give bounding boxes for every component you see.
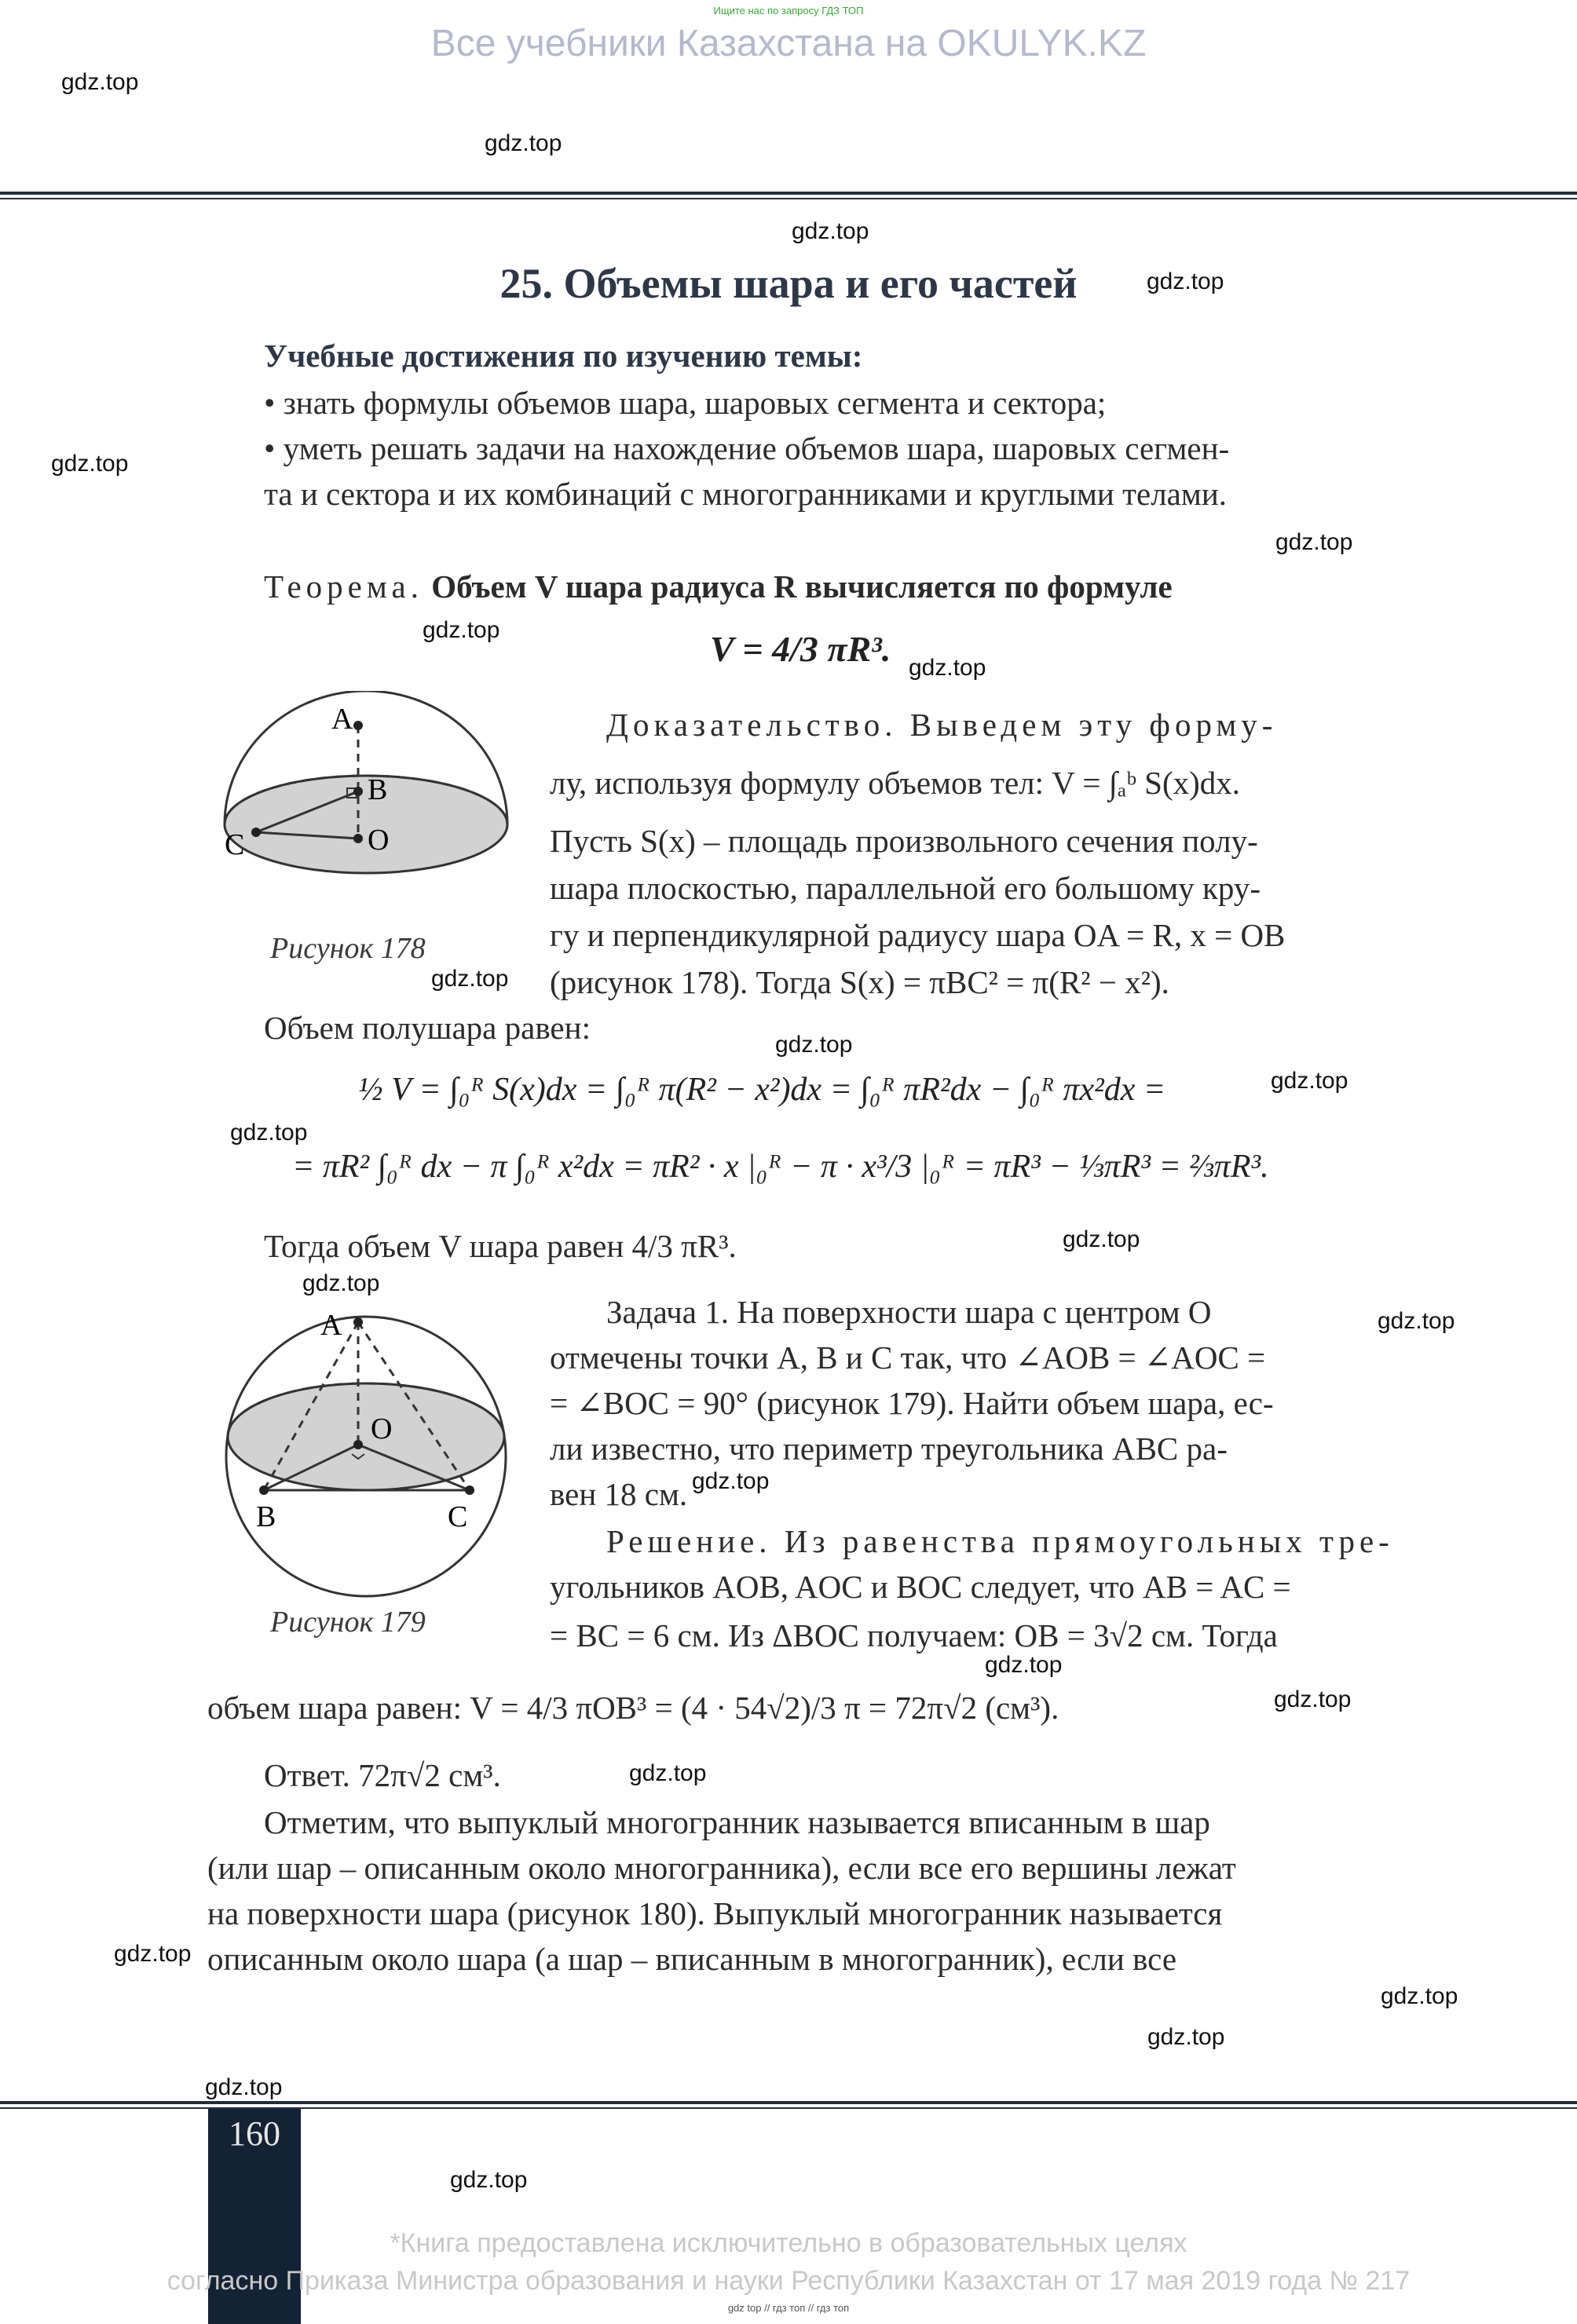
watermark: gdz.top	[909, 655, 986, 681]
fig178-label: A	[331, 703, 353, 736]
task-line: вен 18 см.	[550, 1476, 688, 1512]
watermark: gdz.top	[1147, 269, 1224, 294]
watermark: gdz.top	[450, 2167, 528, 2193]
figure-178-hemisphere	[217, 691, 515, 926]
proof-line: гу и перпендикулярной радиусу шара OA = R, x = OB	[550, 917, 1286, 953]
task-line: = ∠BOC = 90° (рисунок 179). Найти объем шара, ес-	[550, 1385, 1274, 1421]
fig178-label: B	[368, 773, 388, 806]
watermark: gdz.top	[629, 1760, 707, 1786]
watermark: gdz.top	[775, 1032, 853, 1058]
footer-note: согласно Приказа Министра образования и науки Республики Казахстан от 17 мая 2019 года № 217	[166, 2266, 1411, 2296]
theorem-label: Теорема.	[264, 568, 423, 605]
watermark: gdz.top	[431, 966, 509, 992]
fig179-label: O	[371, 1412, 393, 1445]
task-line: отмечены точки A, B и C так, что ∠AOB = ∠AOC =	[550, 1339, 1266, 1376]
proof-line: Доказательство. Выведем эту форму-	[606, 707, 1278, 743]
goals-line: • знать формулы объемов шара, шаровых сегмента и сектора;	[264, 385, 1107, 421]
fig178-label: C	[225, 828, 245, 861]
task-answer: Ответ. 72π√2 см³.	[264, 1757, 501, 1793]
watermark: gdz.top	[1147, 2024, 1225, 2050]
definition-line: Отметим, что выпуклый многогранник называется вписанным в шар	[264, 1804, 1210, 1840]
watermark: gdz.top	[61, 69, 139, 95]
footer-note: *Книга предоставлена исключительно в образовательных целях	[390, 2228, 1187, 2258]
solution-line: объем шара равен: V = 4/3 πOB³ = (4 · 54√2)/3 π = 72π√2 (см³).	[207, 1690, 1059, 1726]
figure-179-caption: Рисунок 179	[270, 1606, 426, 1639]
watermark: gdz.top	[985, 1652, 1063, 1678]
watermark: gdz.top	[205, 2074, 283, 2100]
proof-line: шара плоскостью, параллельной его большому кру-	[550, 870, 1261, 906]
fig179-label: C	[448, 1500, 468, 1533]
watermark: gdz.top	[1063, 1226, 1140, 1252]
section-title: 25. Объемы шара и его частей	[499, 260, 1078, 307]
theorem-text: Объем V шара радиуса R вычисляется по формуле	[431, 568, 1173, 605]
footer-rule-thick	[0, 2101, 1577, 2104]
solution-line: = BC = 6 см. Из ΔBOC получаем: OB = 3√2 см. Тогда	[550, 1617, 1278, 1653]
watermark: gdz.top	[792, 218, 869, 244]
proof-line: Пусть S(x) – площадь произвольного сечения полу-	[550, 823, 1258, 859]
definition-line: на поверхности шара (рисунок 180). Выпуклый многогранник называется	[207, 1895, 1223, 1931]
proof-equation: = πR² ∫₀ᴿ dx − π ∫₀ᴿ x²dx = πR² · x |₀ᴿ − π · x³/3 |₀ᴿ = πR³ − ⅓πR³ = ⅔πR³.	[292, 1149, 1269, 1185]
solution-line: угольников AOB, AOC и BOC следует, что AB = AC =	[550, 1569, 1291, 1605]
solution-line: Решение. Из равенства прямоугольных тре-	[606, 1523, 1394, 1559]
goals-line: та и сектора и их комбинаций с многогранниками и круглыми телами.	[264, 476, 1228, 512]
watermark: gdz.top	[1378, 1308, 1455, 1334]
proof-conclusion: Тогда объем V шара равен 4/3 πR³.	[264, 1228, 737, 1264]
figure-178-caption: Рисунок 178	[270, 932, 426, 965]
theorem-formula: V = 4/3 πR³.	[710, 629, 891, 669]
watermark: gdz.top	[1275, 529, 1353, 555]
definition-line: (или шар – описанным около многогранника), если все его вершины лежат	[207, 1850, 1236, 1886]
fig179-label: B	[256, 1500, 276, 1533]
header-small-note: Ищите нас по запросу ГДЗ ТОП	[713, 5, 864, 16]
task-line: Задача 1. На поверхности шара с центром O	[606, 1294, 1212, 1330]
fig178-label: O	[368, 824, 390, 857]
watermark: gdz.top	[51, 451, 129, 477]
figure-179-sphere	[217, 1303, 515, 1617]
definition-line: описанным около шара (а шар – вписанным в многогранник), если все	[207, 1941, 1177, 1977]
proof-line: Объем полушара равен:	[264, 1010, 591, 1046]
watermark: gdz.top	[114, 1941, 192, 1967]
proof-equation: ½ V = ∫₀ᴿ S(x)dx = ∫₀ᴿ π(R² − x²)dx = ∫₀ᴿ πR²dx − ∫₀ᴿ πx²dx =	[358, 1072, 1166, 1108]
theorem-statement	[264, 567, 1173, 606]
goals-line: • уметь решать задачи на нахождение объемов шара, шаровых сегмен-	[264, 430, 1230, 466]
footer-links[interactable]: gdz top // гдз топ // гдз топ	[727, 2302, 850, 2314]
watermark: gdz.top	[423, 617, 500, 643]
goals-heading: Учебные достижения по изучению темы:	[264, 338, 863, 374]
fig179-label: A	[320, 1309, 342, 1342]
task-line: ли известно, что периметр треугольника ABC ра-	[550, 1431, 1228, 1467]
watermark: gdz.top	[230, 1120, 308, 1146]
page-number: 160	[229, 2114, 280, 2153]
watermark: gdz.top	[485, 130, 562, 156]
header-rule-thin	[0, 198, 1577, 199]
proof-line: (рисунок 178). Тогда S(x) = πBC² = π(R² − x²).	[550, 964, 1169, 1000]
watermark: gdz.top	[1274, 1686, 1352, 1712]
watermark: gdz.top	[302, 1270, 380, 1296]
watermark: gdz.top	[1381, 1983, 1458, 2009]
header-rule-thick	[0, 192, 1577, 195]
watermark: gdz.top	[1271, 1068, 1348, 1094]
proof-line: лу, используя формулу объемов тел: V = ∫ₐᵇ S(x)dx.	[550, 765, 1241, 801]
watermark: gdz.top	[692, 1468, 770, 1494]
header-site-title[interactable]: Все учебники Казахстана на OKULYK.KZ	[430, 23, 1147, 64]
